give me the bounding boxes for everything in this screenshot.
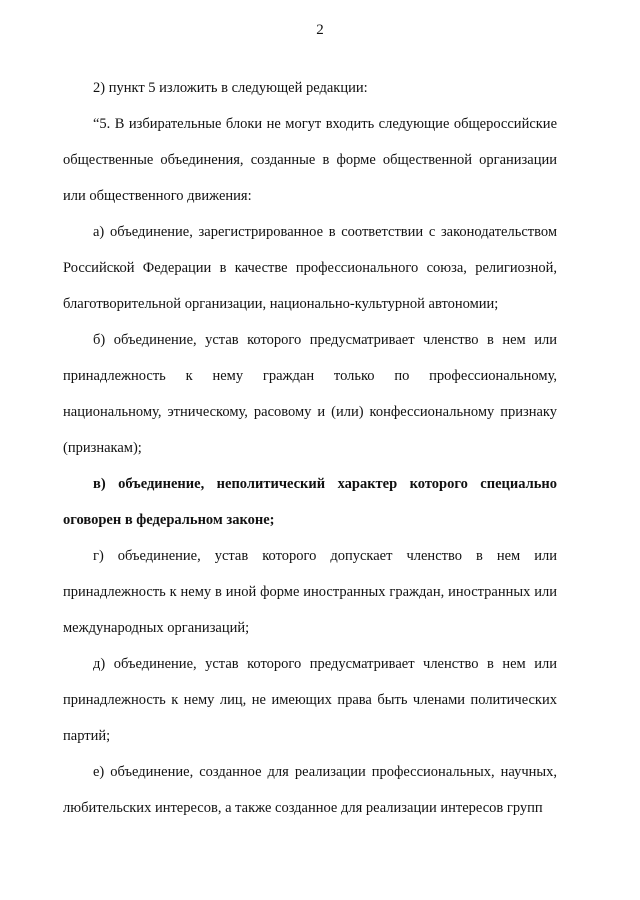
document-body (63, 70, 557, 826)
page-number: 2 (316, 22, 324, 38)
paragraph-subitem-v: в) объединение, неполитический характер которого специально оговорен в федеральном законе; (63, 476, 557, 528)
paragraph-item-2: 2) пункт 5 изложить в следующей редакции: (93, 80, 368, 96)
paragraph-clause-5-intro: “5. В избирательные блоки не могут входить следующие общероссийские общественные объединения, созданные в форме общественной организации или общественного движения: (63, 116, 557, 204)
paragraph-subitem-b: б) объединение, устав которого предусматривает членство в нем или принадлежность к нему граждан только по профессиональному, национальному, этническому, расовому и (или) конфессиональному признаку (признакам); (63, 332, 557, 456)
paragraph-subitem-a: а) объединение, зарегистрированное в соответствии с законодательством Российской Федерации в качестве профессионального союза, религиозной, благотворительной организации, национально-культурной автономии; (63, 224, 557, 312)
paragraph-subitem-e: е) объединение, созданное для реализации профессиональных, научных, любительских интересов, а также созданное для реализации интересов групп (63, 764, 557, 816)
paragraph-subitem-g: г) объединение, устав которого допускает членство в нем или принадлежность к нему в иной форме иностранных граждан, иностранных или международных организаций; (63, 548, 557, 636)
paragraph-subitem-d: д) объединение, устав которого предусматривает членство в нем или принадлежность к нему лиц, не имеющих права быть членами политических партий; (63, 656, 557, 744)
